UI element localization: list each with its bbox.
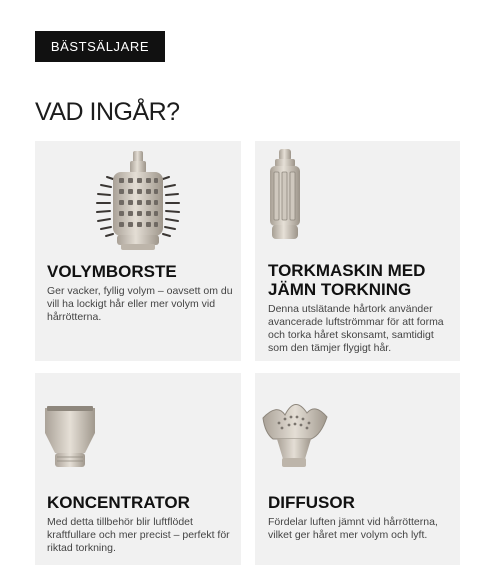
product-description: Med detta tillbehör blir luftflödet kraftfullare och mer precist – perfekt för riktad torkning. [47,516,230,554]
product-title: DIFFUSOR [268,493,355,512]
product-card-diffuser [255,373,460,565]
bestseller-badge [35,31,165,62]
product-description: Fördelar luften jämnt vid hårrötterna, vilket ger håret mer volym och lyft. [268,516,438,541]
product-title: KONCENTRATOR [47,493,190,512]
product-title: TORKMASKIN MED JÄMN TORKNING [268,261,426,299]
product-card-dryer [255,141,460,361]
product-description: Ger vacker, fyllig volym – oavsett om du vill ha lockigt hår eller mer volym vid hårrötterna. [47,285,233,323]
product-card-volume-brush [35,141,241,361]
product-card-concentrator [35,373,241,565]
bestseller-badge-label: BÄSTSÄLJARE [50,39,150,54]
diffuser-icon [255,373,460,483]
section-heading: VAD INGÅR? [35,98,180,126]
product-description: Denna utslätande hårtork använder avancerade luftströmmar för att forma och torka håret skonsamt, samtidigt som den tämjer flygigt hår. [268,303,444,354]
dryer-attachment-icon [255,141,460,253]
product-title: VOLYMBORSTE [47,262,177,281]
volume-brush-icon [35,141,241,256]
concentrator-icon [35,373,241,483]
